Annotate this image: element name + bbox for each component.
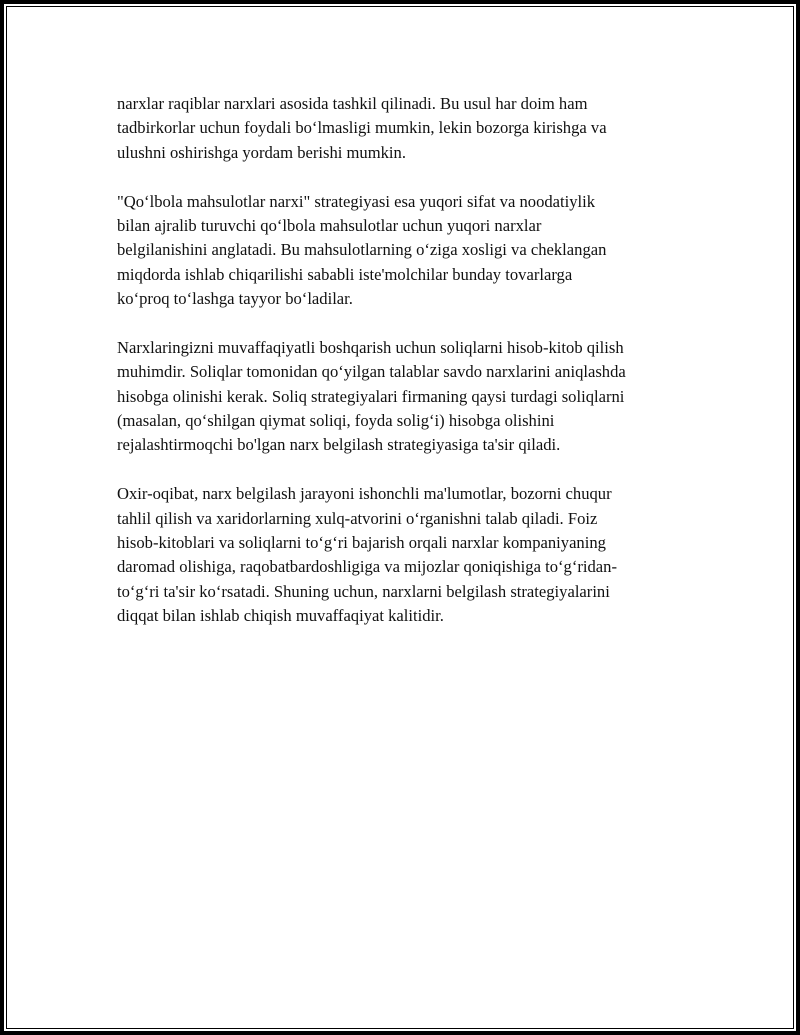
text-line: daromad olishiga, raqobatbardoshligiga va mijozlar qoniqishiga to‘g‘ridan- <box>117 557 617 577</box>
text-line: hisob-kitoblari va soliqlarni to‘g‘ri bajarish orqali narxlar kompaniyaning <box>117 533 606 553</box>
paragraph-1 <box>117 92 692 165</box>
text-line: tadbirkorlar uchun foydali bo‘lmasligi mumkin, lekin bozorga kirishga va <box>117 118 607 138</box>
text-line: "Qo‘lbola mahsulotlar narxi" strategiyasi esa yuqori sifat va noodatiylik <box>117 191 596 211</box>
text-line: belgilanishini anglatadi. Bu mahsulotlarning o‘ziga xosligi va cheklangan <box>117 240 607 260</box>
paragraph-3 <box>117 336 692 458</box>
text-line: miqdorda ishlab chiqarilishi sababli iste'molchilar bunday tovarlarga <box>117 264 573 284</box>
text-line: narxlar raqiblar narxlari asosida tashkil qilinadi. Bu usul har doim ham <box>117 94 588 113</box>
text-line: muhimdir. Soliqlar tomonidan qo‘yilgan talablar savdo narxlarini aniqlashda <box>117 362 626 382</box>
text-line: diqqat bilan ishlab chiqish muvaffaqiyat kalitidir. <box>117 606 444 626</box>
text-line: tahlil qilish va xaridorlarning xulq-atvorini o‘rganishni talab qiladi. Foiz <box>117 508 598 528</box>
text-line: bilan ajralib turuvchi qo‘lbola mahsulotlar uchun yuqori narxlar <box>117 215 542 235</box>
text-line: (masalan, qo‘shilgan qiymat soliqi, foyda solig‘i) hisobga olishini <box>117 411 555 431</box>
text-line: rejalashtirmoqchi bo'lgan narx belgilash strategiyasiga ta'sir qiladi. <box>117 435 561 455</box>
text-line: Oxir-oqibat, narx belgilash jarayoni ishonchli ma'lumotlar, bozorni chuqur <box>117 484 612 504</box>
text-line: ko‘proq to‘lashga tayyor bo‘ladilar. <box>117 289 353 309</box>
text-line: ulushni oshirishga yordam berishi mumkin. <box>117 142 406 162</box>
text-line: hisobga olinishi kerak. Soliq strategiyalari firmaning qaysi turdagi soliqlarni <box>117 386 625 406</box>
text-line: Narxlaringizni muvaffaqiyatli boshqarish uchun soliqlarni hisob-kitob qilish <box>117 337 624 357</box>
paragraph-4 <box>117 482 692 628</box>
paragraph-2 <box>117 190 692 312</box>
text-line: to‘g‘ri ta'sir ko‘rsatadi. Shuning uchun, narxlarni belgilash strategiyalarini <box>117 581 610 601</box>
document-body <box>117 92 692 653</box>
